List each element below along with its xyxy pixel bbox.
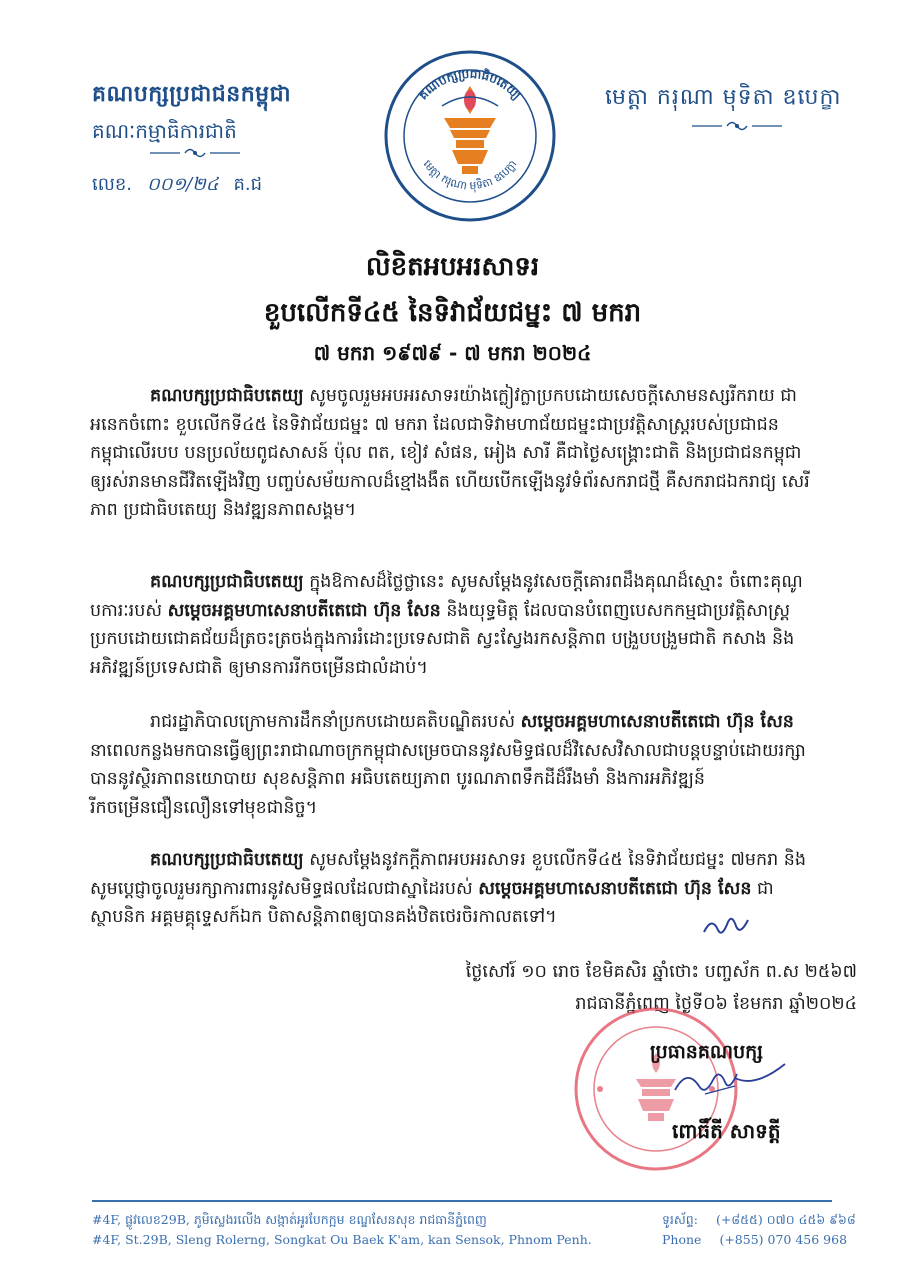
logo-ring-motto: មេត្តា ករុណា មុទិតា ឧបេក្ខា: [420, 157, 520, 193]
footer-address-english: #4F, St.29B, Sleng Rolerng, Songkat Ou Baek K'am, kan Sensok, Phnom Penh.: [92, 1232, 592, 1247]
lunar-date: ថ្ងៃសៅរ៍ ១០ រោច ខែមិគសិរ ឆ្នាំថោះ បញ្ចស័ក ព.ស ២៥៦៧: [465, 962, 857, 982]
handwritten-signature: [665, 1060, 795, 1100]
paragraph-2: [90, 568, 815, 682]
signatory-title: ប្រធានគណបក្ស: [650, 1041, 763, 1063]
paragraph-text: នាពេលកន្លងមកបានធ្វើឲ្យព្រះរាជាណាចក្រកម្ពុជាសម្រេចបាននូវសមិទ្ធផលដ៏វិសេសវិសាលជាបន្តបន្ទាប់ដោយរក្សាបាននូវស្ថិរភាពនយោបាយ សុខសន្តិភាព អធិបតេយ្យភាព បូរណភាពទឹកដីដ៏រឹងមាំ និងការអភិវឌ្ឍន៍រីកចម្រើនជឿនលឿនទៅមុខជានិច្ច។: [90, 740, 806, 818]
party-logo: [382, 48, 558, 224]
phone-number: (+855) 070 456 968: [719, 1232, 848, 1247]
party-name-lead: គណបក្សប្រជាធិបតេយ្យ: [150, 572, 304, 592]
ornament-divider-left: [150, 145, 240, 161]
document-date-range: ៧ មករា ១៩៧៩ - ៧ មករា ២០២៤: [313, 341, 592, 365]
leader-name: សម្តេចអគ្គមហាសេនាបតីតេជោ ហ៊ុន សែន: [478, 878, 752, 899]
phone-label: ទូរស័ព្ទ:: [662, 1212, 698, 1227]
ornament-divider-right: [692, 118, 782, 134]
footer-phone-english: [662, 1232, 847, 1247]
footer-address-khmer: #4F, ផ្លូវលេខ29B, ភូមិស្លេងរលើង សង្កាត់អូរបែកក្អម ខណ្ឌសែនសុខ រាជធានីភ្នំពេញ: [92, 1212, 487, 1227]
motto: មេត្តា ករុណា មុទិតា ឧបេក្ខា: [605, 85, 842, 110]
reference-number-line: [92, 172, 262, 199]
initial-mark: [700, 912, 760, 940]
paragraph-text: រាជរដ្ឋាភិបាលក្រោមការដឹកនាំប្រកបដោយគតិបណ្ឌិតរបស់: [150, 712, 521, 732]
leader-name: សម្តេចអគ្គមហាសេនាបតីតេជោ ហ៊ុន សែន: [520, 712, 794, 732]
paragraph-text: ក្នុងឱកាសដ៏ថ្លៃថ្លានេះ សូមសម្តែងនូវសេចក្តីគោរពដឹងគុណដ៏ស្មោះ ចំពោះគុណូបការៈរបស់: [90, 572, 803, 621]
phone-number: (+៨៥៥) ០៧០ ៤៥៦ ៩៦៨: [715, 1212, 856, 1227]
paragraph-3: [90, 708, 815, 822]
logo-ring-text: គណបក្សប្រជាធិបតេយ្យ: [415, 66, 524, 103]
ref-prefix: លេខ.: [92, 174, 132, 195]
ref-number: ០០១/២៤: [146, 174, 219, 195]
document-subtitle: ខួបលើកទី៤៥ នៃទិវាជ័យជម្នះ ៧ មករា: [263, 298, 642, 328]
signatory-name: ពោធិ៍តី សាទត្តី: [672, 1119, 781, 1143]
paragraph-1: [90, 382, 815, 525]
paragraph-text: សូមចូលរួមអបអរសាទរយ៉ាងក្លៀវក្លាប្រកបដោយសេចក្តីសោមនស្សរីករាយ ជាអនេកចំពោះ ខួបលើកទី៤៥ នៃទិវាជ័យជម្នះ ៧ មករា ដែលជាទិវាមហាជ័យជម្នះជាប្រវត្តិសាស្ត្ររបស់ប្រជាជនកម្ពុជាលើរបប បនប្រល័យពូជសាសន៍ ប៉ុល ពត, ខៀវ សំផន, អៀង សារី គឺជាថ្ងៃសង្គ្រោះជាតិ និងប្រជាជនកម្ពុជាឲ្យរស់រានមានជីវិតឡើងវិញ បញ្ចប់សម័យកាលដ៏ខ្មៅងងឹត ហើយបើកឡើងនូវទំព័រសករាជថ្មី គឺសករាជឯករាជ្យ សេរីភាព ប្រជាធិបតេយ្យ និងវឌ្ឍនភាពសង្គម។: [90, 386, 810, 521]
party-name-lead: គណបក្សប្រជាធិបតេយ្យ: [150, 386, 304, 406]
paragraph-text: ជាស្ថាបនិក អគ្គមគ្គុទ្ទេសក៍ឯក បិតាសន្តិភាពឲ្យបានគង់ឋិតថេរចិរកាលតទៅ។: [90, 878, 774, 928]
phone-label: Phone: [662, 1232, 702, 1247]
party-name: គណបក្សប្រជាជនកម្ពុជា: [92, 82, 292, 107]
gregorian-date: រាជធានីភ្នំពេញ ថ្ងៃទី០៦ ខែមករា ឆ្នាំ២០២៤: [575, 994, 857, 1014]
document-title: លិខិតអបអរសាទរ: [365, 252, 540, 282]
ref-suffix: គ.ជ: [233, 174, 263, 195]
footer-divider: [92, 1200, 832, 1202]
paragraph-text: និងយុទ្ធមិត្ត ដែលបានបំពេញបេសកកម្មជាប្រវត្តិសាស្ត្រប្រកបដោយជោគជ័យដ៏ត្រចះត្រចង់ក្នុងការរំដោះប្រទេសជាតិ ស្វះស្វែងរកសន្តិភាព បង្រួបបង្រួមជាតិ កសាង និងអភិវឌ្ឍន៍ប្រទេសជាតិ ឲ្យមានការរីកចម្រើនជាលំដាប់។: [90, 600, 795, 678]
leader-name: សម្តេចអគ្គមហាសេនាបតីតេជោ ហ៊ុន សែន: [167, 600, 441, 621]
paragraph-text: សូមសម្តែងនូវកក្តីភាពអបអរសាទរ ខួបលើកទី៤៥ នៃទិវាជ័យជម្នះ ៧មករា និងសូមប្តេជ្ញាចូលរួមរក្សាការពារនូវសមិទ្ធផលដែលជាស្នាដៃរបស់: [90, 850, 806, 899]
party-name-lead: គណបក្សប្រជាធិបតេយ្យ: [150, 850, 304, 870]
footer-phone-khmer: [662, 1212, 856, 1231]
committee-name: គណៈកម្មាធិការជាតិ: [92, 119, 237, 143]
